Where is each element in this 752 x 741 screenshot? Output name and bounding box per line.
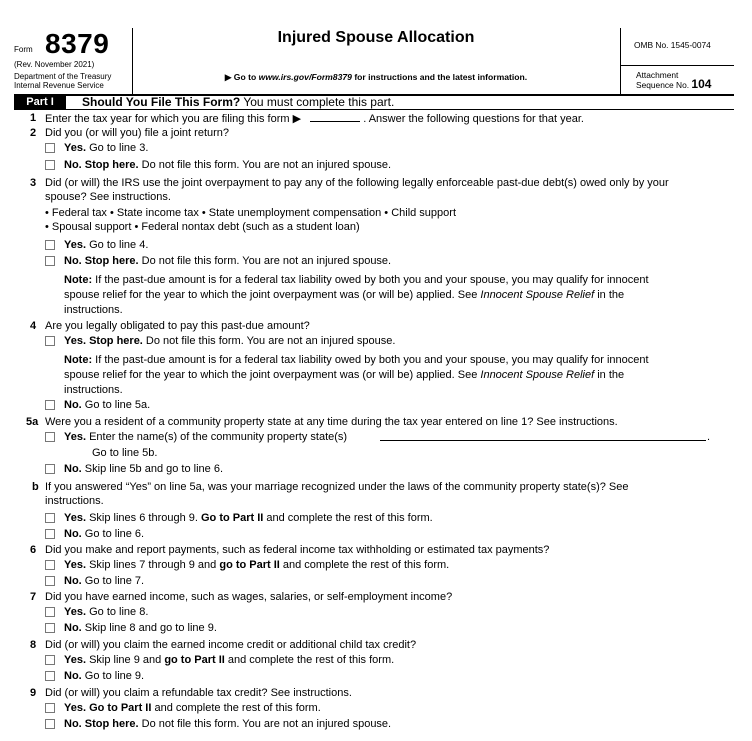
line4-note-text2b: in the [594, 369, 625, 381]
line4-note-label: Note: [64, 354, 93, 366]
line5a-no-bold: No. [64, 463, 82, 475]
line7-yes-text: Go to line 8. [86, 606, 149, 618]
line3-question-2: spouse? See instructions. [45, 191, 171, 203]
header-divider-right [620, 28, 621, 95]
line9-no-text: Do not file this form. You are not an injured spouse. [138, 718, 392, 730]
line4-no-label [64, 398, 150, 412]
line8-yes-bold: Yes. [64, 654, 87, 666]
line5b-number: b [32, 481, 39, 493]
line2-no-bold: No. Stop here. [64, 159, 139, 171]
line7-no-bold: No. [64, 622, 82, 634]
line2-no-text: Do not file this form. You are not an injured spouse. [138, 159, 392, 171]
line3-no-label [64, 254, 391, 268]
line3-no-text: Do not file this form. You are not an injured spouse. [138, 255, 392, 267]
line8-yes-checkbox[interactable] [45, 655, 55, 665]
part1-bar [14, 95, 734, 109]
line5b-yes-text: Skip lines 6 through 9. [86, 512, 201, 524]
line1 [45, 111, 584, 126]
line4-note-1 [64, 353, 649, 367]
sequence-label: Sequence No. [636, 80, 690, 90]
line7-yes-bold: Yes. [64, 606, 87, 618]
line2-no-checkbox[interactable] [45, 160, 55, 170]
line5b-no-label [64, 527, 144, 541]
line6-number: 6 [30, 544, 37, 556]
line6-yes-bold2: go to Part II [219, 559, 280, 571]
part1-label: Part I [14, 95, 66, 109]
part1-title [82, 95, 394, 109]
line9-no-label [64, 717, 391, 731]
omb-number: OMB No. 1545-0074 [634, 40, 711, 50]
line8-number: 8 [30, 639, 37, 651]
line7-yes-label [64, 605, 148, 619]
line8-no-label [64, 669, 144, 683]
line5a-no-checkbox[interactable] [45, 464, 55, 474]
form-id-block [14, 28, 132, 95]
line2-no-label [64, 158, 391, 172]
line3-note-italic: Innocent Spouse Relief [480, 289, 595, 301]
line3-number: 3 [30, 177, 37, 189]
form-word: Form [14, 45, 33, 54]
line7-number: 7 [30, 591, 37, 603]
part1-rule [14, 109, 734, 110]
line9-yes-bold: Yes. Go to Part II [64, 702, 152, 714]
line5a-no-label [64, 462, 223, 476]
line5b-yes-bold: Yes. [64, 512, 87, 524]
goto-url[interactable]: www.irs.gov/Form8379 [258, 72, 352, 82]
line6-no-label [64, 574, 144, 588]
line6-yes-text2: and complete the rest of this form. [279, 559, 450, 571]
line4-note-text1: If the past-due amount is for a federal tax liability owed by both you and your spouse, you may qualify for innocent [92, 354, 649, 366]
line6-yes-checkbox[interactable] [45, 560, 55, 570]
line2-question: Did you (or will you) file a joint return? [45, 127, 230, 139]
line6-yes-text: Skip lines 7 through 9 and [86, 559, 220, 571]
line5a-yes-text2: Go to line 5b. [92, 447, 158, 459]
line2-number: 2 [30, 127, 37, 139]
line4-question: Are you legally obligated to pay this past-due amount? [45, 320, 310, 332]
goto-prefix: ▶ Go to [224, 72, 259, 82]
line4-yes-label [64, 334, 395, 348]
line3-question-1: Did (or will) the IRS use the joint overpayment to pay any of the following legally enforceable past-due debt(s) owed only by your [45, 177, 669, 189]
line9-no-bold: No. Stop here. [64, 718, 139, 730]
form-header [14, 28, 734, 95]
line5a-number: 5a [26, 416, 39, 428]
form-number: 8379 [45, 28, 110, 59]
line6-no-text: Go to line 7. [81, 575, 145, 587]
line5a-yes-label [64, 430, 347, 444]
line4-number: 4 [30, 320, 37, 332]
part1-title-bold: Should You File This Form? [82, 95, 241, 109]
line4-note-text2a: spouse relief for the year to which the joint overpayment was (or will be) applied. See [64, 369, 481, 381]
line7-no-label [64, 621, 217, 635]
line3-yes-label [64, 238, 148, 252]
line8-yes-text: Skip line 9 and [86, 654, 165, 666]
line4-no-checkbox[interactable] [45, 400, 55, 410]
line5a-yes-bold: Yes. [64, 431, 87, 443]
line4-yes-checkbox[interactable] [45, 336, 55, 346]
sequence-number: 104 [691, 77, 712, 91]
line5a-yes-text: Enter the name(s) of the community property state(s) [86, 431, 348, 443]
line5b-question-2: instructions. [45, 495, 104, 507]
line2-yes-text: Go to line 3. [86, 142, 149, 154]
line4-yes-bold: Yes. Stop here. [64, 335, 143, 347]
line3-no-bold: No. Stop here. [64, 255, 139, 267]
line4-note-italic: Innocent Spouse Relief [480, 369, 595, 381]
line3-no-checkbox[interactable] [45, 256, 55, 266]
line8-yes-text2: and complete the rest of this form. [224, 654, 395, 666]
line5a-period: . [707, 431, 711, 443]
line3-note-1 [64, 273, 649, 287]
line5b-yes-text2: and complete the rest of this form. [263, 512, 433, 524]
line2-yes-bold: Yes. [64, 142, 87, 154]
line3-bullets-1: • Federal tax • State income tax • State unemployment compensation • Child support [45, 207, 457, 219]
instructions-line [132, 72, 620, 83]
line4-yes-text: Do not file this form. You are not an injured spouse. [142, 335, 396, 347]
line9-yes-text: and complete the rest of this form. [151, 702, 321, 714]
department-line2: Internal Revenue Service [14, 81, 104, 90]
line5b-no-checkbox[interactable] [45, 529, 55, 539]
line5a-no-text: Skip line 5b and go to line 6. [81, 463, 223, 475]
line5b-yes-checkbox[interactable] [45, 513, 55, 523]
attachment-block [636, 71, 711, 90]
omb-divider [620, 65, 734, 66]
line4-no-bold: No. [64, 399, 82, 411]
line3-bullets-2: • Spousal support • Federal nontax debt (such as a student loan) [45, 221, 360, 233]
line4-no-text: Go to line 5a. [81, 399, 151, 411]
line9-yes-checkbox[interactable] [45, 703, 55, 713]
line6-yes-bold: Yes. [64, 559, 87, 571]
line7-question: Did you have earned income, such as wages, salaries, or self-employment income? [45, 591, 453, 603]
line4-note-2 [64, 368, 624, 382]
line5b-yes-label [64, 511, 433, 525]
line2-yes-checkbox[interactable] [45, 143, 55, 153]
line7-no-checkbox[interactable] [45, 623, 55, 633]
line2-yes-label [64, 141, 148, 155]
line7-no-text: Skip line 8 and go to line 9. [81, 622, 217, 634]
part1-title-rest: You must complete this part. [240, 95, 395, 109]
line8-yes-label [64, 653, 394, 667]
line7-yes-checkbox[interactable] [45, 607, 55, 617]
line6-no-bold: No. [64, 575, 82, 587]
line5b-question-1: If you answered “Yes” on line 5a, was your marriage recognized under the laws of the community property state(s)? See [45, 481, 629, 493]
line3-note-label: Note: [64, 274, 93, 286]
line5b-no-bold: No. [64, 528, 82, 540]
form-revision: (Rev. November 2021) [14, 60, 95, 69]
line8-no-text: Go to line 9. [81, 670, 145, 682]
line3-note-text2b: in the [594, 289, 625, 301]
line6-yes-label [64, 558, 449, 572]
line6-no-checkbox[interactable] [45, 576, 55, 586]
line1-number: 1 [30, 112, 37, 124]
line9-yes-label [64, 701, 321, 715]
department-block [14, 72, 111, 90]
line3-yes-text: Go to line 4. [86, 239, 149, 251]
line5a-yes-checkbox[interactable] [45, 432, 55, 442]
department-line1: Department of the Treasury [14, 72, 112, 81]
line8-no-bold: No. [64, 670, 82, 682]
line8-yes-bold2: go to Part II [164, 654, 225, 666]
goto-suffix: for instructions and the latest information. [351, 72, 528, 82]
line8-question: Did (or will) you claim the earned income credit or additional child tax credit? [45, 639, 417, 651]
line3-yes-checkbox[interactable] [45, 240, 55, 250]
line8-no-checkbox[interactable] [45, 671, 55, 681]
sequence-line [636, 77, 712, 91]
line9-no-checkbox[interactable] [45, 719, 55, 729]
line1-text-b: . Answer the following questions for that year. [363, 113, 584, 125]
line5a-question: Were you a resident of a community property state at any time during the tax year entered on line 1? See instructions. [45, 416, 618, 428]
tax-year-input[interactable] [310, 111, 360, 122]
community-property-state-input[interactable] [380, 430, 706, 441]
form-title: Injured Spouse Allocation [277, 29, 475, 46]
line3-note-3: instructions. [64, 304, 123, 316]
line3-note-text1: If the past-due amount is for a federal tax liability owed by both you and your spouse, you may qualify for innocent [92, 274, 649, 286]
line9-number: 9 [30, 687, 37, 699]
line3-note-text2a: spouse relief for the year to which the joint overpayment was (or will be) applied. See [64, 289, 481, 301]
line5b-no-text: Go to line 6. [81, 528, 145, 540]
line3-note-2 [64, 288, 624, 302]
line5b-yes-bold2: Go to Part II [201, 512, 264, 524]
attachment-label: Attachment [636, 70, 679, 80]
line1-text-a: Enter the tax year for which you are filing this form ▶ [45, 113, 302, 125]
line4-note-3: instructions. [64, 384, 123, 396]
line6-question: Did you make and report payments, such as federal income tax withholding or estimated tax payments? [45, 544, 550, 556]
line9-question: Did (or will) you claim a refundable tax credit? See instructions. [45, 687, 352, 699]
line3-yes-bold: Yes. [64, 239, 87, 251]
